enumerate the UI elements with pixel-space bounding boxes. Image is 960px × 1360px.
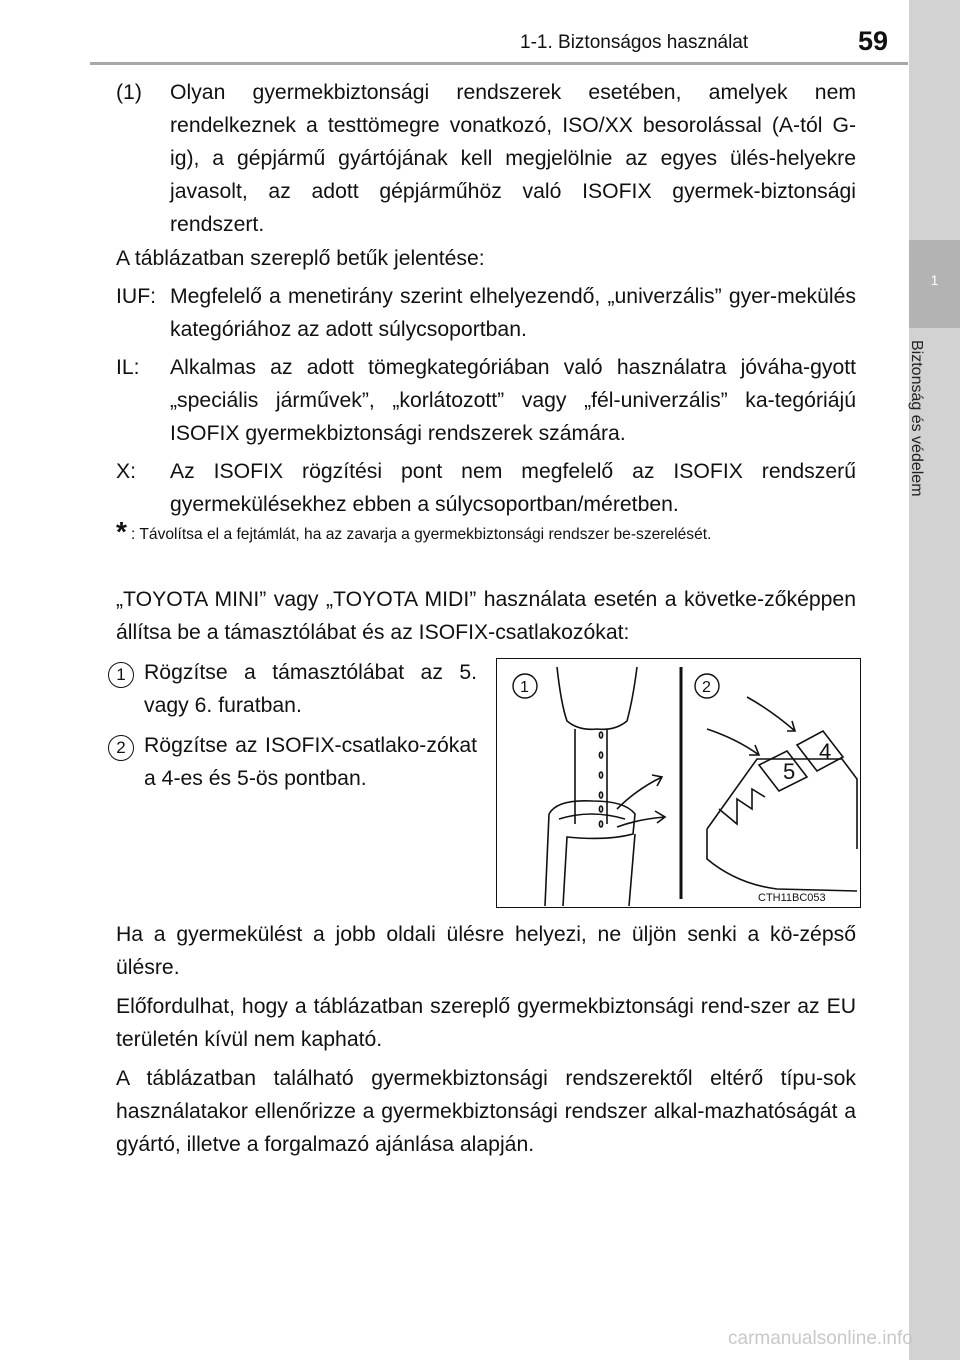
slot-5-label: 5 xyxy=(783,759,796,784)
step-1-number: 1 xyxy=(108,662,134,688)
arrow-upper-hole xyxy=(617,775,662,809)
footnote-text: : Távolítsa el a fejtámlát, ha az zavarja a gyermekbiztonsági rendszer be-szerelését. xyxy=(131,526,712,543)
support-leg-upper xyxy=(557,667,637,729)
toyota-intro: „TOYOTA MINI” vagy „TOYOTA MIDI” használata esetén a követke-zőképpen állítsa be a támasztólábat és az ISOFIX-csatlakozókat: xyxy=(116,588,856,644)
step-1-text: Rögzítse a támasztólábat az 5. vagy 6. furatban. xyxy=(144,661,477,717)
header-divider xyxy=(90,62,908,65)
chapter-title: Biztonság és védelem xyxy=(908,340,925,497)
legend-text-x: Az ISOFIX rögzítési pont nem megfelelő az ISOFIX rendszerű gyermekülésekhez ebben a súlycsoportban/méretben. xyxy=(170,460,856,516)
legend-code-x: X: xyxy=(116,460,137,483)
chapter-side-tab xyxy=(909,0,960,1360)
arrow-slot-4 xyxy=(747,697,795,731)
isofix-rail xyxy=(707,759,857,891)
callout-1-label: 1 xyxy=(520,679,529,696)
page-number: 59 xyxy=(858,26,889,56)
legend-intro: A táblázatban szereplő betűk jelentése: xyxy=(116,247,485,270)
paragraph-other-types: A táblázatban található gyermekbiztonsági rendszerektől eltérő típu-sok használatakor ellenőrizze a gyermekbiztonsági rendszer alkal-mazhatóságát a gyártó, illetve a forgalmazó ajánlása alapján. xyxy=(116,1067,856,1156)
isofix-illustration xyxy=(496,658,861,908)
callout-2-label: 2 xyxy=(702,679,711,696)
paragraph-eu-availability: Előfordulhat, hogy a táblázatban szereplő gyermekbiztonsági rend-szer az EU területén kívül nem kapható. xyxy=(116,995,856,1051)
leg-base-edge xyxy=(545,814,549,906)
footnote-marker: * xyxy=(116,516,127,547)
support-leg-sleeve xyxy=(549,801,635,906)
arrow-slot-5 xyxy=(707,729,759,755)
legend-code-il: IL: xyxy=(116,356,140,379)
rail-hooks xyxy=(719,789,765,824)
chapter-number: 1 xyxy=(930,272,939,288)
figure-code: CTH11BC053 xyxy=(758,892,826,904)
watermark: carmanualsonline.info xyxy=(728,1328,913,1349)
legend-code-iuf: IUF: xyxy=(116,285,157,308)
note-text: Olyan gyermekbiztonsági rendszerek esetében, amelyek nem rendelkeznek a testtömegre vonatkozó, ISO/XX besorolással (A-tól G-ig), a gépjármű gyártójának kell megjelölnie az egyes ülés-helyekre javasolt, az adott gépjárműhöz való ISOFIX gyermek-biztonsági rendszert. xyxy=(170,81,856,236)
legend-text-il: Alkalmas az adott tömegkategóriában való használatra jóváha-gyott „speciális járművek”, „korlátozott” vagy „fél-univerzális” ka-tegóriájú ISOFIX gyermekbiztonsági rendszerek számára. xyxy=(170,356,856,445)
adjustment-holes xyxy=(599,732,602,827)
sleeve-collar xyxy=(559,814,625,819)
slot-4-label: 4 xyxy=(819,739,832,764)
legend-text-iuf: Megfelelő a menetirány szerint elhelyezendő, „univerzális” gyer-mekülés kategóriához az adott súlycsoportban. xyxy=(170,285,856,341)
note-marker: (1) xyxy=(116,81,142,104)
section-title: 1-1. Biztonságos használat xyxy=(520,32,749,53)
isofix-illustration-drawing xyxy=(497,659,859,906)
paragraph-right-seat: Ha a gyermekülést a jobb oldali ülésre helyezi, ne üljön senki a kö-zépső ülésre. xyxy=(116,923,856,979)
chapter-title-vertical xyxy=(908,340,960,570)
step-2-number: 2 xyxy=(108,735,134,761)
step-2-text: Rögzítse az ISOFIX-csatlako-zókat a 4-es és 5-ös pontban. xyxy=(144,734,477,790)
